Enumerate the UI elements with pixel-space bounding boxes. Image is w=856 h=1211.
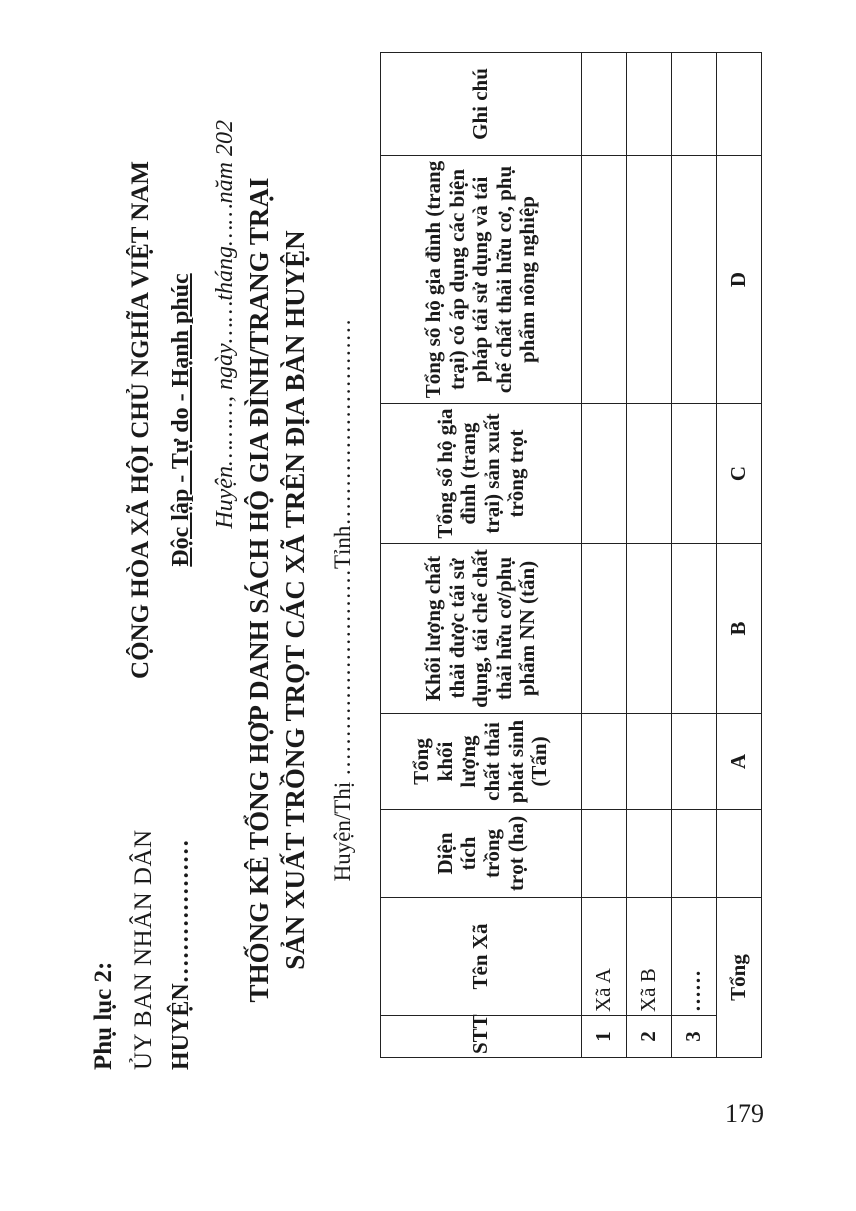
header-stt: STT xyxy=(381,1016,582,1058)
cell-households xyxy=(627,404,672,544)
cell-households xyxy=(582,404,627,544)
total-code-d: D xyxy=(717,156,762,404)
table-header-row xyxy=(381,53,582,1058)
total-code-c: C xyxy=(717,404,762,544)
cell-area-total xyxy=(717,810,762,898)
header-total-waste: Tổng khối lượng chất thải phát sinh (Tấn) xyxy=(381,714,582,810)
header-recycled-waste: Khối lượng chất thải được tái sử dụng, tái chế chất thải hữu cơ/phụ phẩm NN (tấn) xyxy=(381,544,582,714)
total-code-a: A xyxy=(717,714,762,810)
cell-households xyxy=(672,404,717,544)
cell-area xyxy=(582,810,627,898)
table-row xyxy=(627,53,672,1058)
cell-recycled xyxy=(582,544,627,714)
appendix-label: Phụ lục 2: xyxy=(90,961,117,1070)
header-notes: Ghi chú xyxy=(381,53,582,156)
page-number: 179 xyxy=(725,1099,764,1128)
cell-recycled xyxy=(627,544,672,714)
agency-district: HUYỆN……………… xyxy=(168,839,194,1070)
cell-applying xyxy=(627,156,672,404)
row-stt: 3 xyxy=(672,1016,717,1058)
cell-total-waste xyxy=(582,714,627,810)
cell-area xyxy=(672,810,717,898)
cell-recycled xyxy=(672,544,717,714)
cell-notes xyxy=(627,53,672,156)
statistics-table xyxy=(380,52,762,1058)
table-row xyxy=(672,53,717,1058)
location-line: Huyện/Thị ………………………Tỉnh……………………… xyxy=(330,318,355,882)
cell-notes xyxy=(672,53,717,156)
rotated-page xyxy=(82,68,782,1100)
dateline: Huyện………, ngày……tháng……năm 202 xyxy=(212,120,238,529)
national-motto xyxy=(168,140,195,700)
motto-text: Độc lập - Tự do - Hạnh phúc xyxy=(168,273,194,567)
row-stt: 1 xyxy=(582,1016,627,1058)
table-total-row xyxy=(717,53,762,1058)
cell-applying xyxy=(672,156,717,404)
total-label: Tổng xyxy=(717,898,762,1058)
national-title: CỘNG HÒA XÃ HỘI CHỦ NGHĨA VIỆT NAM xyxy=(127,161,154,679)
row-commune: Xã A xyxy=(582,898,627,1016)
header-applying-households: Tổng số hộ gia đình (trang trại) có áp dụng các biện pháp tái sử dụng và tái chế chất thải hữu cơ, phụ phẩm nông nghiệp xyxy=(381,156,582,404)
header-cultivated-area: Diện tích trồng trọt (ha) xyxy=(381,810,582,898)
row-commune: …… xyxy=(672,898,717,1016)
total-code-b: B xyxy=(717,544,762,714)
header-commune-name: Tên Xã xyxy=(381,898,582,1016)
cell-total-waste xyxy=(672,714,717,810)
cell-total-waste xyxy=(627,714,672,810)
cell-notes-total xyxy=(717,53,762,156)
cell-area xyxy=(627,810,672,898)
cell-applying xyxy=(582,156,627,404)
row-commune: Xã B xyxy=(627,898,672,1016)
cell-notes xyxy=(582,53,627,156)
header-household-count: Tổng số hộ gia đình (trang trại) sản xuất trồng trọt xyxy=(381,404,582,544)
row-stt: 2 xyxy=(627,1016,672,1058)
document-title-line2: SẢN XUẤT TRỒNG TRỌT CÁC XÃ TRÊN ĐỊA BÀN HUYỆN xyxy=(280,230,310,970)
agency-name: ỦY BAN NHÂN DÂN xyxy=(130,829,157,1070)
document-title-line1: THỐNG KÊ TỔNG HỢP DANH SÁCH HỘ GIA ĐÌNH/TRANG TRẠI xyxy=(244,177,274,1003)
table-row xyxy=(582,53,627,1058)
